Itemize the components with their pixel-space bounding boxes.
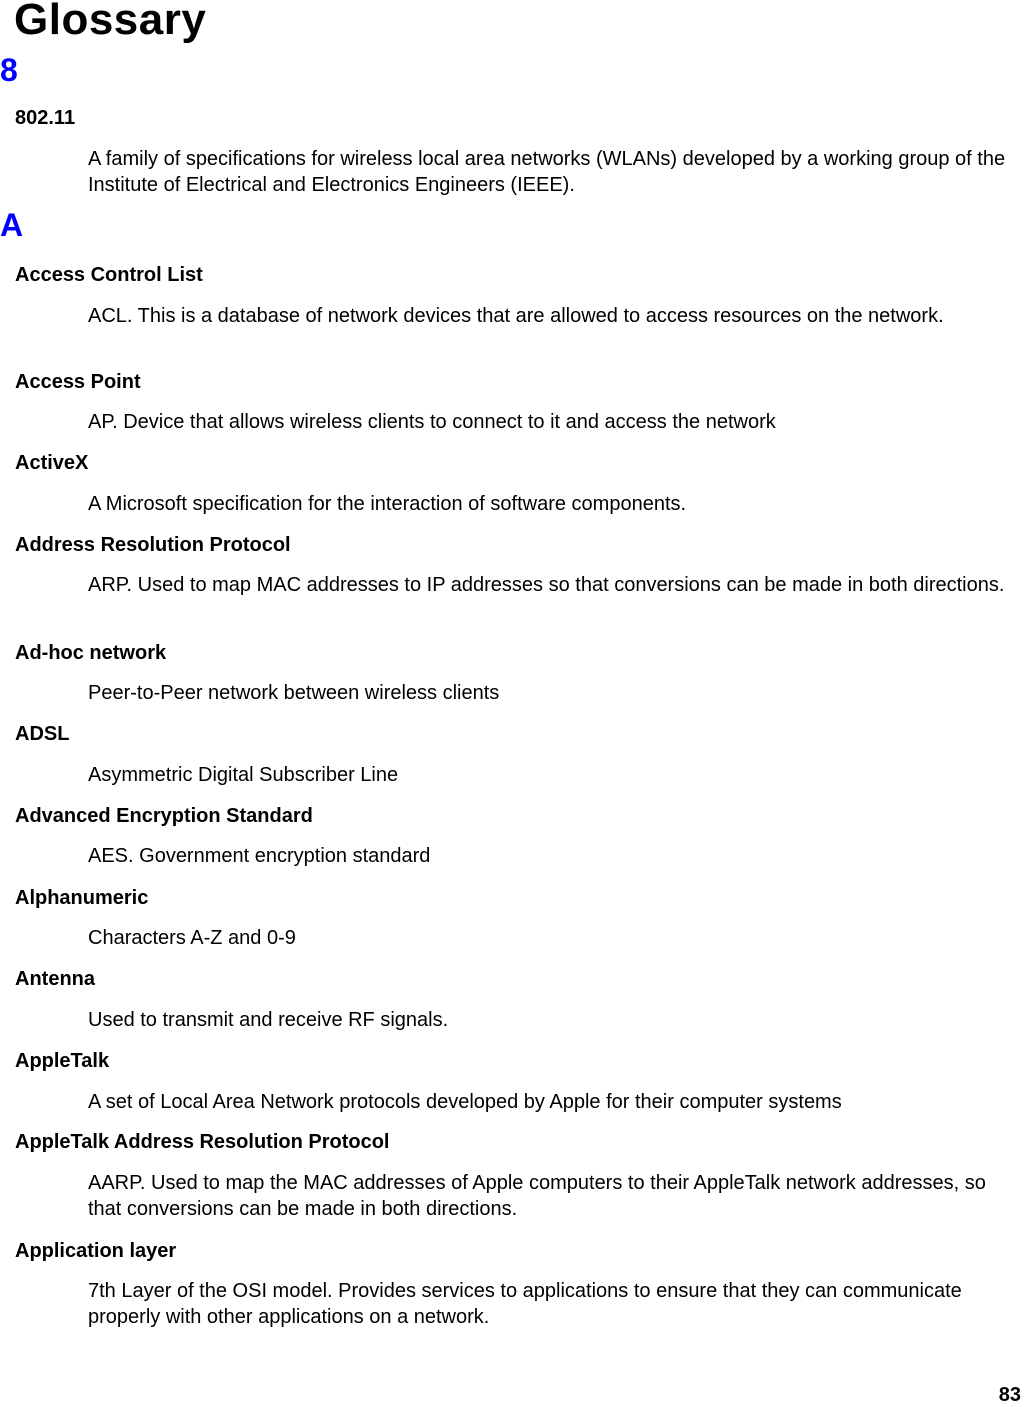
glossary-definition-activex: A Microsoft specification for the interaction of software components. [88,493,687,515]
glossary-term-adsl: ADSL [15,723,70,745]
glossary-definition-appletalk-address-resolution-protocol: AARP. Used to map the MAC addresses of Apple computers to their AppleTalk network addresses, so that conversions can be made in both directions. [88,1172,986,1220]
glossary-definition-antenna: Used to transmit and receive RF signals. [88,1009,449,1031]
glossary-term-access-control-list: Access Control List [15,264,203,286]
glossary-term-appletalk-address-resolution-protocol: AppleTalk Address Resolution Protocol [15,1131,390,1153]
glossary-term-activex: ActiveX [15,452,89,474]
page-number: 83 [998,1384,1021,1406]
glossary-definition-application-layer: 7th Layer of the OSI model. Provides services to applications to ensure that they can communicate properly with other applications on a network. [88,1280,962,1328]
glossary-term-ad-hoc-network: Ad-hoc network [15,642,167,664]
glossary-definition-access-point: AP. Device that allows wireless clients to connect to it and access the network [88,411,776,433]
glossary-term-access-point: Access Point [15,371,141,393]
glossary-term-advanced-encryption-standard: Advanced Encryption Standard [15,805,313,827]
glossary-term-application-layer: Application layer [15,1240,177,1262]
glossary-definition-access-control-list: ACL. This is a database of network devices that are allowed to access resources on the network. [88,305,944,327]
glossary-definition-ad-hoc-network: Peer-to-Peer network between wireless clients [88,682,500,704]
glossary-term-antenna: Antenna [15,968,95,990]
glossary-term-alphanumeric: Alphanumeric [15,887,149,909]
glossary-definition-802-11: A family of specifications for wireless local area networks (WLANs) developed by a working group of the Institute of Electrical and Electronics Engineers (IEEE). [88,148,1006,196]
section-letter-a: A [0,207,24,243]
glossary-definition-advanced-encryption-standard: AES. Government encryption standard [88,845,431,867]
glossary-term-appletalk: AppleTalk [15,1050,110,1072]
page-title: Glossary [14,0,207,44]
glossary-term-address-resolution-protocol: Address Resolution Protocol [15,534,291,556]
glossary-term-802-11: 802.11 [15,107,76,129]
glossary-definition-appletalk: A set of Local Area Network protocols developed by Apple for their computer systems [88,1091,842,1113]
section-letter-8: 8 [0,52,18,88]
glossary-definition-adsl: Asymmetric Digital Subscriber Line [88,764,399,786]
glossary-definition-alphanumeric: Characters A-Z and 0-9 [88,927,296,949]
glossary-definition-address-resolution-protocol: ARP. Used to map MAC addresses to IP addresses so that conversions can be made in both directions. [88,574,1005,596]
